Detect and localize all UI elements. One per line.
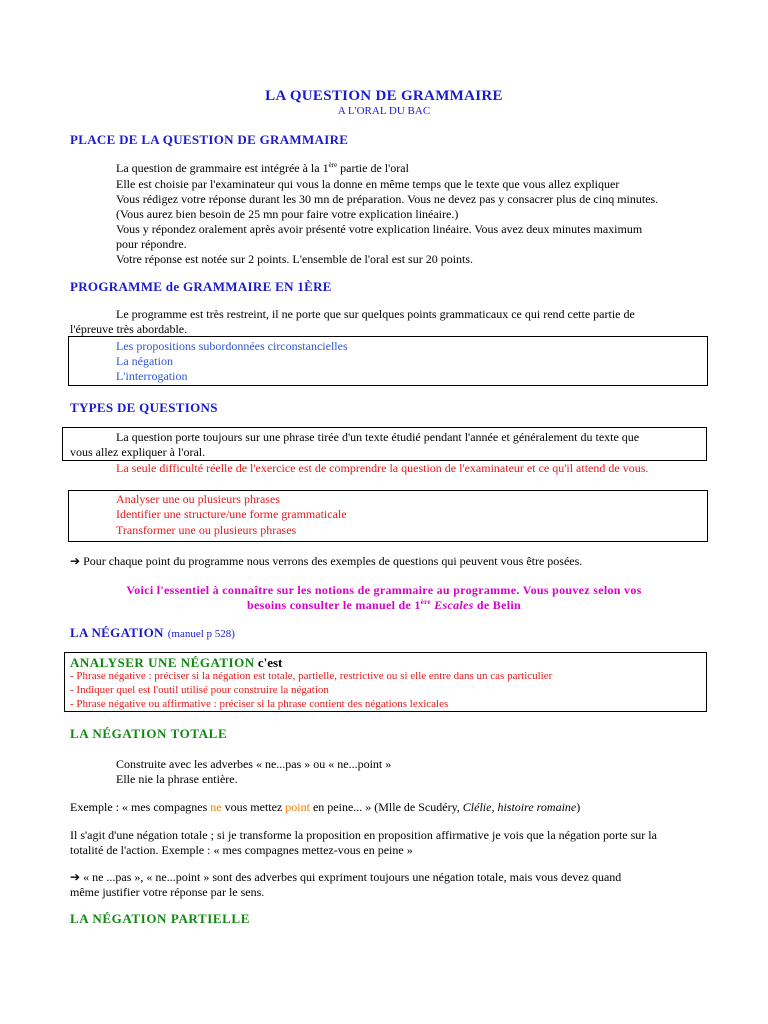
types-item-2: Identifier une structure/une forme grammaticale <box>116 507 347 521</box>
negation-box-item-1: - Phrase négative : préciser si la négation est totale, partielle, restrictive ou si elle entre dans un cas particulier <box>70 670 553 682</box>
programme-line-2: l'épreuve très abordable. <box>70 322 188 336</box>
place-line-1: La question de grammaire est intégrée à la 1ère partie de l'oral <box>116 161 409 175</box>
section-heading-place: PLACE DE LA QUESTION DE GRAMMAIRE <box>70 132 349 147</box>
right-arrow-icon: ➔ <box>70 870 81 884</box>
place-line-5: Vous y répondez oralement après avoir présenté votre explication linéaire. Vous avez deux minutes maximum <box>116 222 643 236</box>
programme-item-2: La négation <box>116 354 173 368</box>
programme-line-1: Le programme est très restreint, il ne porte que sur quelques points grammaticaux ce qui rend cette partie de <box>116 307 635 321</box>
types-warning: La seule difficulté réelle de l'exercice est de comprendre la question de l'examinateur et ce qu'il attend de vous. <box>116 461 649 475</box>
totale-line-1: Construite avec les adverbes « ne...pas » ou « ne...point » <box>116 757 392 771</box>
place-line-2: Elle est choisie par l'examinateur qui vous la donne en même temps que le texte que vous allez expliquer <box>116 177 620 191</box>
negation-box-item-3: - Phrase négative ou affirmative : préciser si la phrase contient des négations lexicales <box>70 698 449 710</box>
section-heading-types: TYPES DE QUESTIONS <box>70 400 218 415</box>
totale-para-line-2: totalité de l'action. Exemple : « mes compagnes mettez-vous en peine » <box>70 843 413 857</box>
totale-example: Exemple : « mes compagnes ne vous mettez point en peine... » (Mlle de Scudéry, Clélie, histoire romaine) <box>70 800 581 814</box>
section-heading-negation-partielle: LA NÉGATION PARTIELLE <box>70 911 250 926</box>
page-subtitle: A L'ORAL DU BAC <box>337 105 431 117</box>
totale-line-2: Elle nie la phrase entière. <box>116 772 238 786</box>
types-line-1: La question porte toujours sur une phrase tirée d'un texte étudié pendant l'année et généralement du texte que <box>116 430 640 444</box>
totale-note-line-2: même justifier votre réponse par le sens. <box>70 885 265 899</box>
negation-box-heading: ANALYSER UNE NÉGATION c'est <box>70 655 283 670</box>
types-item-1: Analyser une ou plusieurs phrases <box>116 492 280 506</box>
types-line-2: vous allez expliquer à l'oral. <box>70 445 206 459</box>
section-heading-negation-totale: LA NÉGATION TOTALE <box>70 726 228 741</box>
programme-item-3: L'interrogation <box>116 369 188 383</box>
types-note: ➔ Pour chaque point du programme nous verrons des exemples de questions qui peuvent vous être posées. <box>70 554 583 568</box>
place-line-7: Votre réponse est notée sur 2 points. L'ensemble de l'oral est sur 20 points. <box>116 252 474 266</box>
totale-para-line-1: Il s'agit d'une négation totale ; si je transforme la proposition en proposition affirmative je vois que la négation porte sur la <box>70 828 657 842</box>
programme-item-1: Les propositions subordonnées circonstancielles <box>116 339 348 353</box>
essentiel-line-1: Voici l'essentiel à connaître sur les notions de grammaire au programme. Vous pouvez selon vos <box>126 583 642 597</box>
totale-note-line-1: ➔ « ne ...pas », « ne...point » sont des adverbes qui expriment toujours une négation totale, mais vous devez quand <box>70 870 622 884</box>
essentiel-line-2: besoins consulter le manuel de 1ère Escales de Belin <box>247 598 521 612</box>
types-item-3: Transformer une ou plusieurs phrases <box>116 523 297 537</box>
page-title: LA QUESTION DE GRAMMAIRE <box>265 88 503 104</box>
place-line-3: Vous rédigez votre réponse durant les 30 mn de préparation. Vous ne devez pas y consacrer plus de cinq minutes. <box>116 192 659 206</box>
section-heading-negation: LA NÉGATION (manuel p 528) <box>70 625 235 640</box>
negation-box-item-2: - Indiquer quel est l'outil utilisé pour construire la négation <box>70 684 329 696</box>
section-heading-programme: PROGRAMME de GRAMMAIRE EN 1ÈRE <box>70 279 332 294</box>
right-arrow-icon: ➔ <box>70 554 81 568</box>
place-line-6: pour répondre. <box>116 237 187 251</box>
place-line-4: (Vous aurez bien besoin de 25 mn pour faire votre explication linéaire.) <box>116 207 459 221</box>
